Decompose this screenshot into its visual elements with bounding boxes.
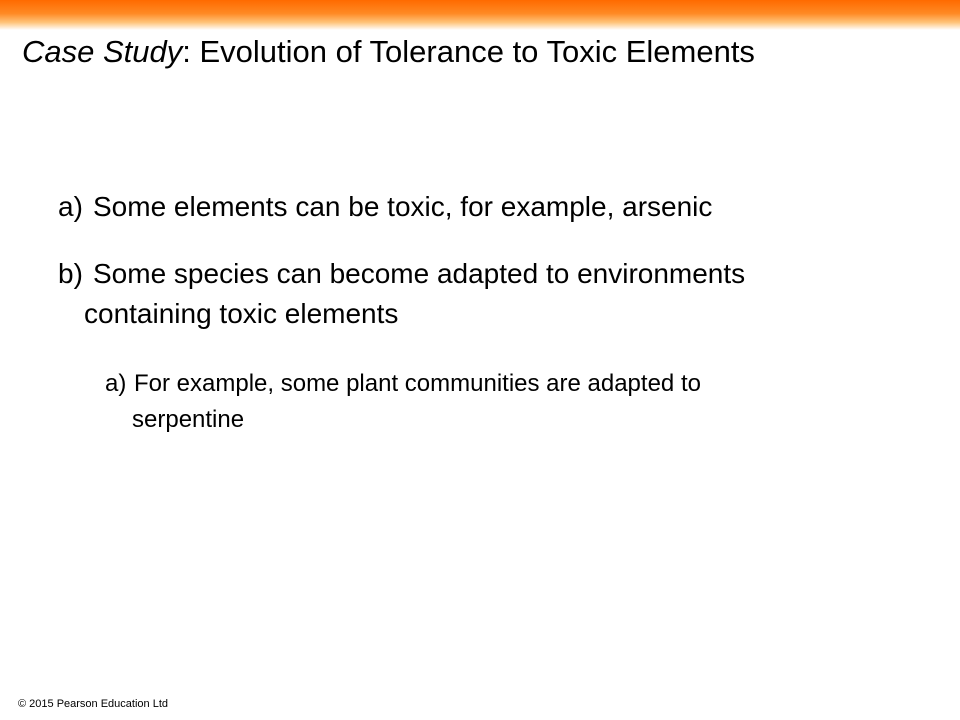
sub-bullet-a [105, 366, 701, 438]
sub-bullet-line-continued: serpentine [132, 406, 245, 433]
bullet-marker: a) [58, 191, 83, 222]
bullet-b [58, 254, 745, 334]
sub-bullet-marker: a) [105, 370, 127, 397]
title-emphasis: Case Study [22, 34, 183, 69]
copyright-footer: © 2015 Pearson Education Ltd [18, 698, 168, 710]
sub-bullet-text [134, 366, 701, 438]
bullet-line: Some elements can be toxic, for example, arsenic [93, 191, 713, 222]
bullet-line-continued: containing toxic elements [84, 298, 399, 329]
bullet-text [84, 254, 746, 334]
bullet-marker: b) [58, 258, 83, 289]
sub-bullet-line: For example, some plant communities are adapted to [134, 370, 701, 397]
title-rest: : Evolution of Tolerance to Toxic Elements [182, 34, 755, 69]
bullet-a [58, 187, 712, 227]
bullet-text [93, 187, 712, 227]
bullet-line: Some species can become adapted to environments [93, 258, 746, 289]
